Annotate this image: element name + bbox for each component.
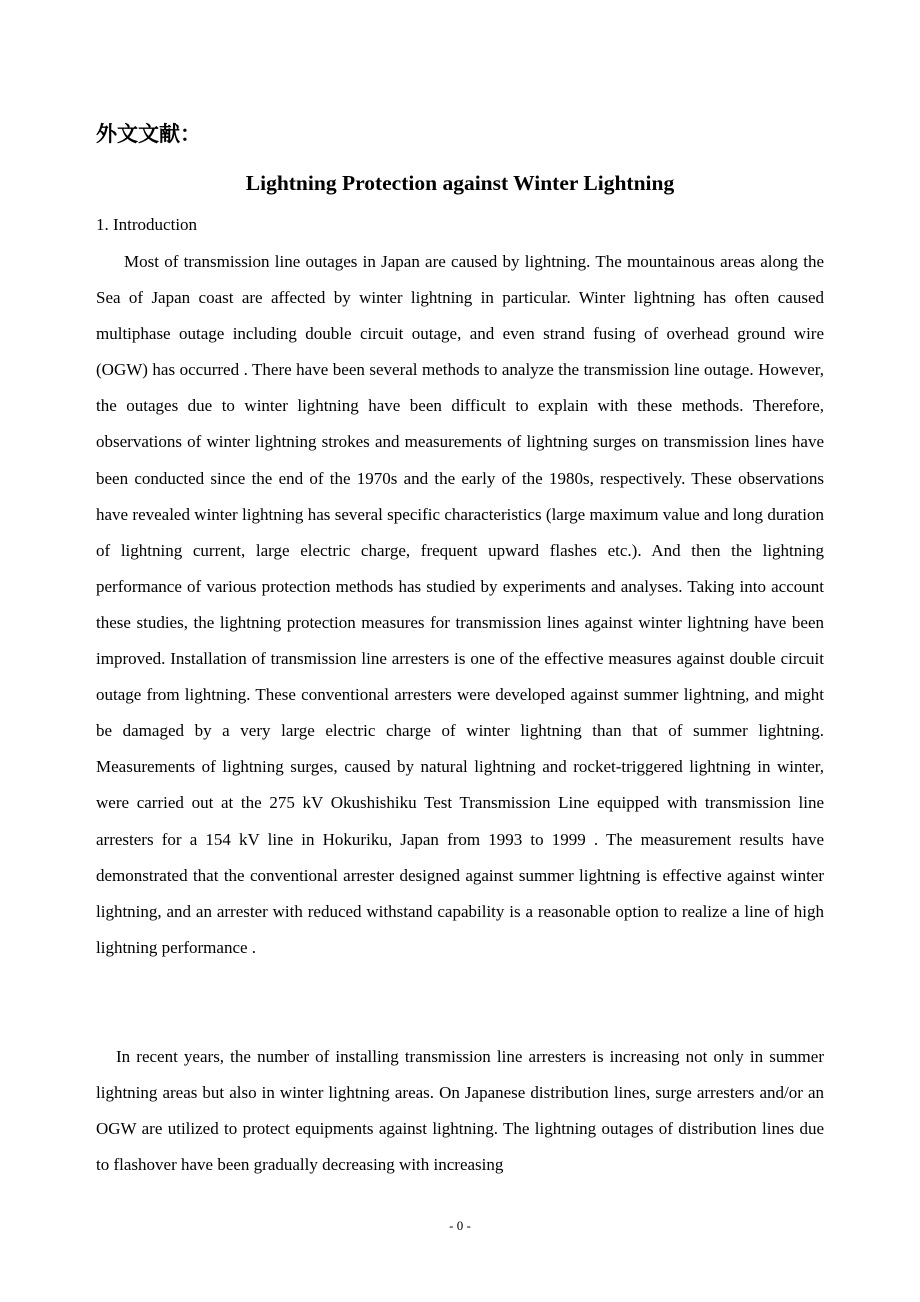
section-heading: 1. Introduction [96, 215, 198, 234]
paper-title: Lightning Protection against Winter Lightning [245, 171, 675, 195]
document-page [96, 0, 824, 1302]
foreign-literature-heading: 外文文献： [96, 122, 201, 146]
body-paragraph: Most of transmission line outages in Japan are caused by lightning. The mountainous areas along the Sea of Japan coast are affected by winter lightning in particular. Winter lightning has often caused multiphase outage including double circuit outage, and even strand fusing of overhead ground wire (OGW) has occurred . There have been several methods to analyze the transmission line outage. However, the outages due to winter lightning have been difficult to explain with these methods. Therefore, observations of winter lightning strokes and measurements of lightning surges on transmission lines have been conducted since the end of the 1970s and the early of the 1980s, respectively. These observations have revealed winter lightning has several specific characteristics (large maximum value and long duration of lightning current, large electric charge, frequent upward flashes etc.). And then the lightning performance of various protection methods has studied by experiments and analyses. Taking into account these studies, the lightning protection measures for transmission lines against winter lightning have been improved. Installation of transmission line arresters is one of the effective measures against double circuit outage from lightning. These conventional arresters were developed against summer lightning, and might be damaged by a very large electric charge of winter lightning than that of summer lightning. Measurements of lightning surges, caused by natural lightning and rocket-triggered lightning in winter, were carried out at the 275 kV Okushishiku Test Transmission Line equipped with transmission line arresters for a 154 kV line in Hokuriku, Japan from 1993 to 1999 . The measurement results have demonstrated that the conventional arrester designed against summer lightning is effective against winter lightning, and an arrester with reduced withstand capability is a reasonable option to realize a line of high lightning performance . [96, 252, 824, 957]
page-number: - 0 - [449, 1218, 471, 1233]
body-paragraph: In recent years, the number of installing transmission line arresters is increasing not only in summer lightning areas but also in winter lightning areas. On Japanese distribution lines, surge arresters and/or an OGW are utilized to protect equipments against lightning. The lightning outages of distribution lines due to flashover have been gradually decreasing with increasing [96, 1047, 824, 1175]
